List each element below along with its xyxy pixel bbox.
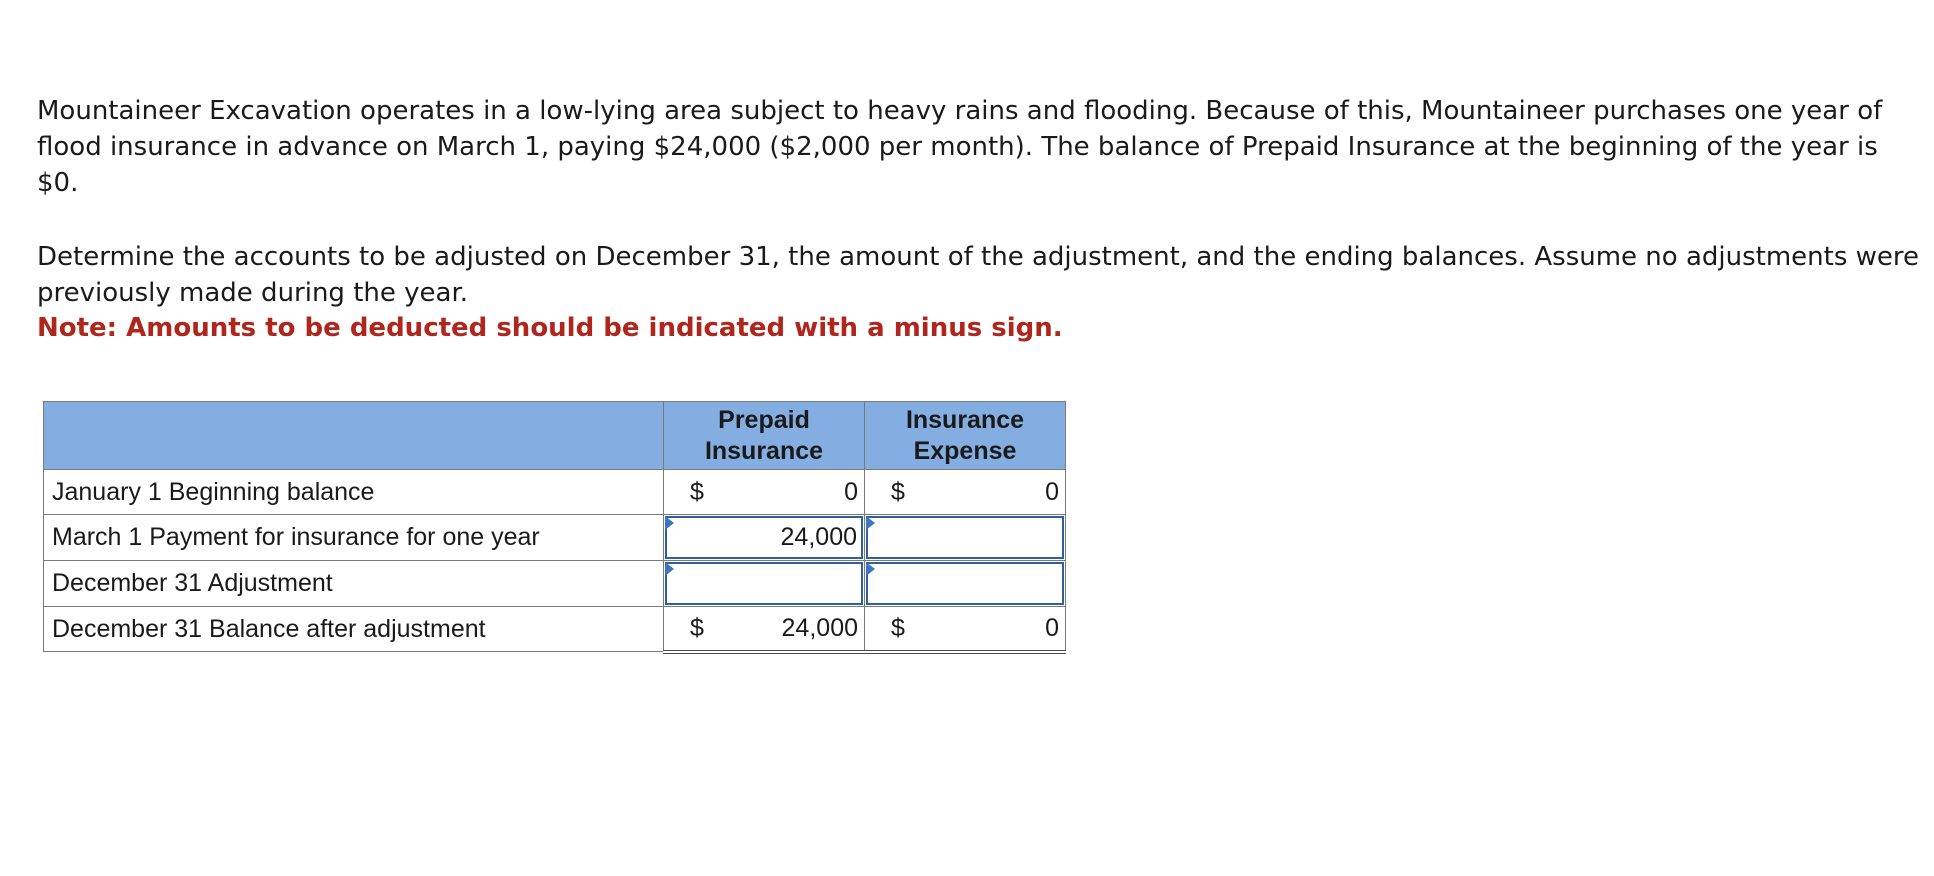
expense-ending-value: 0 (1045, 613, 1059, 642)
expense-march-cell (865, 515, 1066, 561)
prepaid-march-input[interactable] (665, 516, 863, 559)
currency-symbol: $ (891, 613, 905, 642)
input-marker-icon (866, 516, 875, 530)
header-label-cell (44, 402, 664, 470)
row-label: January 1 Beginning balance (44, 470, 664, 515)
row-label: March 1 Payment for insurance for one year (44, 515, 664, 561)
table-header-row (44, 402, 1066, 470)
prepaid-adjustment-cell (664, 561, 865, 607)
header-expense-line1: Insurance (905, 405, 1025, 434)
header-prepaid-line1: Prepaid (718, 405, 810, 434)
input-marker-icon (665, 516, 674, 530)
problem-paragraph-1: Mountaineer Excavation operates in a low-lying area subject to heavy rains and flooding. Because of this, Mountaineer purchases one year of flood insurance in advance on March 1, paying $24,000 ($2,000 per month). The balance of Prepaid Insurance at the beginning of the year is $0. (37, 96, 1883, 198)
prepaid-beginning-cell (664, 470, 865, 515)
row-label: December 31 Adjustment (44, 561, 664, 607)
header-insurance-expense (865, 402, 1066, 470)
prepaid-ending-value: 24,000 (781, 613, 858, 642)
expense-march-input[interactable] (866, 516, 1064, 559)
table-row-beginning-balance (44, 470, 1066, 515)
table-row-ending-balance (44, 607, 1066, 652)
input-marker-icon (866, 562, 875, 576)
prepaid-beginning-value: 0 (844, 477, 858, 506)
expense-beginning-cell (865, 470, 1066, 515)
prepaid-march-cell (664, 515, 865, 561)
prepaid-adjustment-input[interactable] (665, 562, 863, 605)
header-expense-line2: Expense (913, 436, 1017, 465)
row-label: December 31 Balance after adjustment (44, 607, 664, 652)
prepaid-march-value: 24,000 (780, 523, 857, 551)
table-row-march-payment (44, 515, 1066, 561)
adjustment-worksheet-table (43, 401, 1066, 654)
note-text: Note: Amounts to be deducted should be indicated with a minus sign. (37, 313, 1063, 343)
problem-text (37, 93, 1927, 345)
currency-symbol: $ (690, 613, 704, 642)
problem-paragraph-2: Determine the accounts to be adjusted on December 31, the amount of the adjustment, and the ending balances. Assume no adjustments were previously made during the year. (37, 242, 1920, 308)
table-row-december-adjustment (44, 561, 1066, 607)
expense-beginning-value: 0 (1045, 477, 1059, 506)
expense-ending-cell (865, 607, 1066, 652)
input-marker-icon (665, 562, 674, 576)
expense-adjustment-cell (865, 561, 1066, 607)
prepaid-ending-cell (664, 607, 865, 652)
header-prepaid-insurance (664, 402, 865, 470)
currency-symbol: $ (690, 477, 704, 506)
header-prepaid-line2: Insurance (704, 436, 824, 465)
expense-adjustment-input[interactable] (866, 562, 1064, 605)
currency-symbol: $ (891, 477, 905, 506)
